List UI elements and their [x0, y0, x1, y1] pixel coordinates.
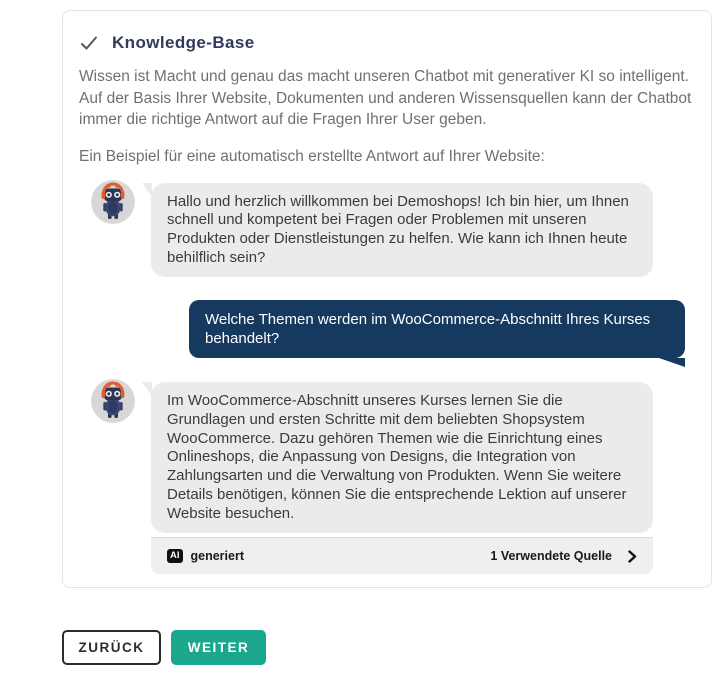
bubble-tail	[142, 183, 152, 197]
sources-label: 1 Verwendete Quelle	[490, 549, 612, 564]
knowledge-base-card	[62, 10, 712, 588]
user-message	[189, 300, 685, 358]
chat-row-user	[91, 300, 695, 358]
card-header	[79, 33, 695, 53]
chevron-right-icon[interactable]	[628, 550, 637, 563]
user-message-text: Welche Themen werden im WooCommerce-Abschnitt Ihres Kurses behandelt?	[205, 311, 651, 348]
bot-message	[151, 183, 653, 278]
bubble-tail	[659, 358, 685, 367]
bubble-tail	[142, 382, 152, 396]
ai-badge: AI	[167, 549, 183, 563]
chat-preview	[91, 180, 695, 575]
bot-avatar	[91, 379, 135, 423]
generated-label: generiert	[190, 549, 244, 564]
example-caption: Ein Beispiel für eine automatisch erstellte Antwort auf Ihrer Website:	[79, 147, 545, 165]
bot-avatar	[91, 180, 135, 224]
bot-message-text: Hallo und herzlich willkommen bei Demoshops! Ich bin hier, um Ihnen schnell und kompetent bei Fragen oder Problemen mit unseren Produkten oder Dienstleistungen zu helfen. Wie kann ich Ihnen heute behilflich sein?	[167, 192, 629, 266]
bot-message-text: Im WooCommerce-Abschnitt unseres Kurses lernen Sie die Grundlagen und ersten Schritte mit dem beliebten Shopsystem WooCommerce. Dazu gehören Themen wie die Einrichtung eines Onlineshops, die Anpassung von Designs, die Integration von Zahlungsarten und die Verwaltung von Produkten. Wenn Sie weitere Details benötigen, können Sie die entsprechende Lektion auf unserer Website besuchen.	[167, 392, 627, 522]
bot-message	[151, 382, 653, 533]
answer-meta-bar[interactable]	[151, 537, 653, 574]
card-title: Knowledge-Base	[112, 33, 255, 52]
intro-text: Wissen ist Macht und genau das macht unseren Chatbot mit generativer KI so intelligent. Auf der Basis Ihrer Website, Dokumenten und anderen Wissensquellen kann der Chatbot immer die richtige Antwort auf die Fragen Ihrer User geben.	[79, 68, 692, 128]
check-icon	[79, 33, 99, 53]
back-button[interactable]: ZURÜCK	[62, 630, 161, 665]
robot-icon	[91, 180, 135, 224]
chat-row-bot	[91, 180, 695, 278]
robot-icon	[91, 379, 135, 423]
next-button[interactable]: WEITER	[171, 630, 266, 665]
chat-row-bot	[91, 379, 695, 533]
wizard-actions	[62, 630, 266, 665]
